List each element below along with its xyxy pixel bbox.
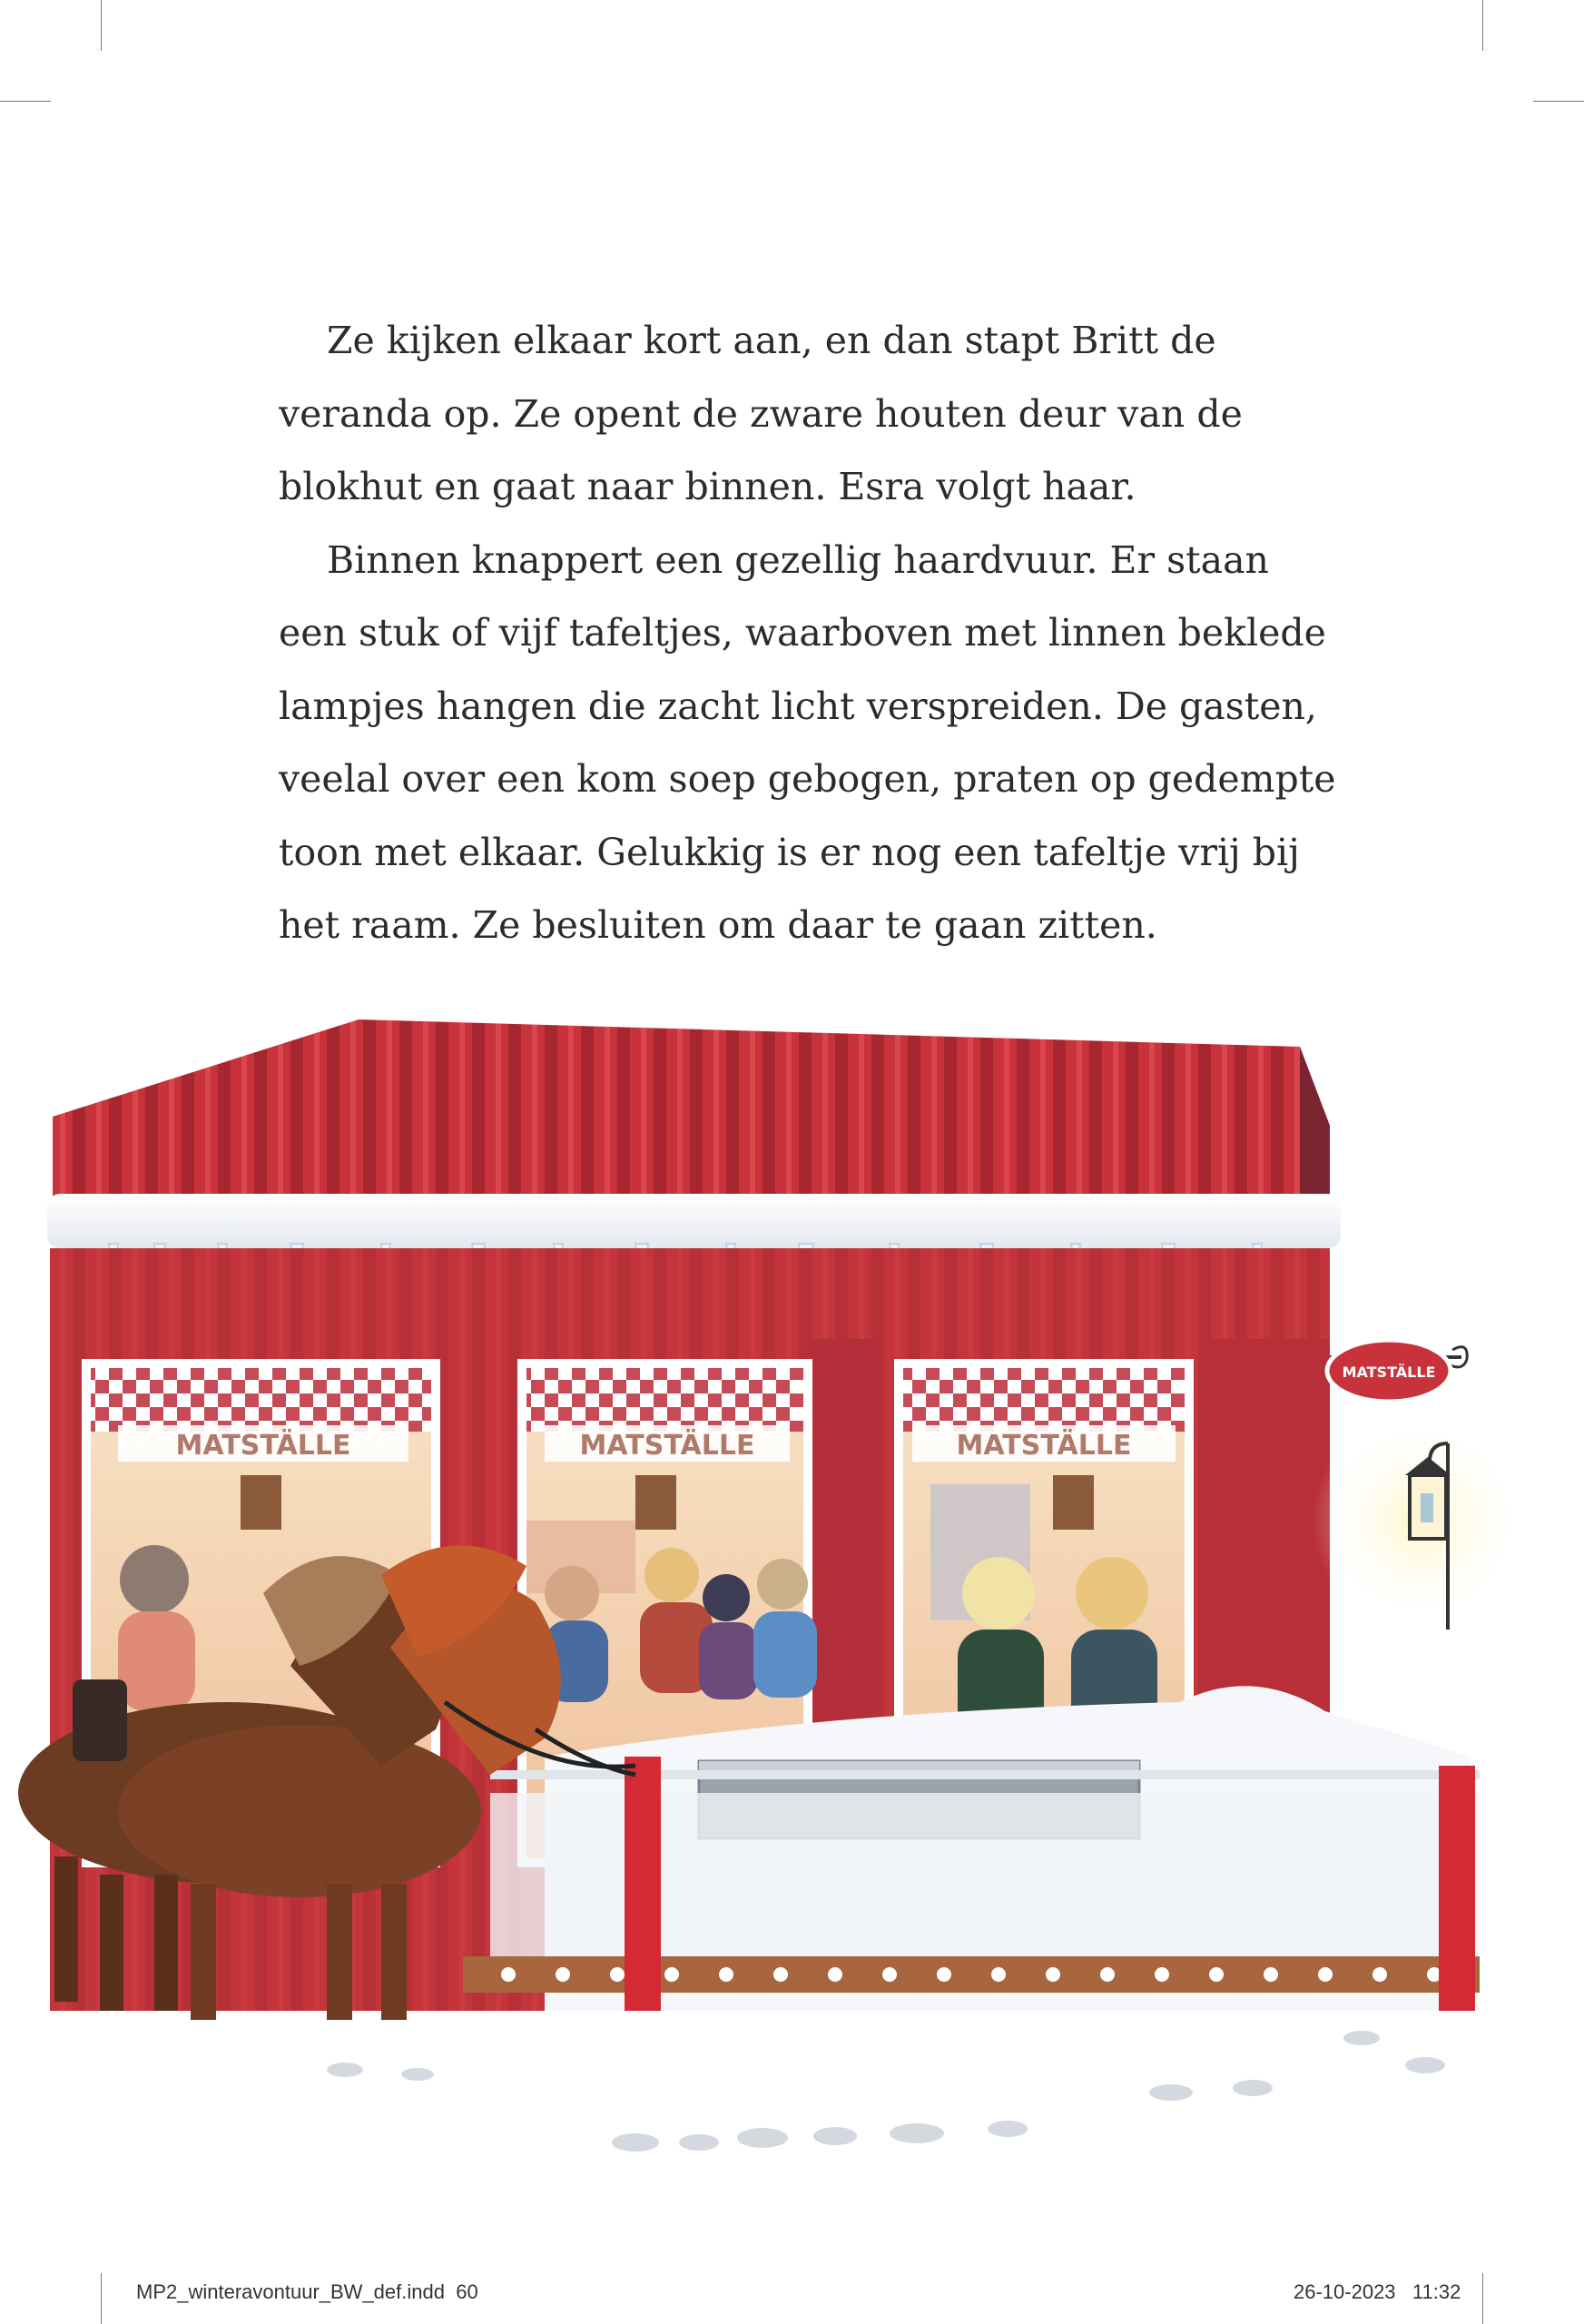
roof-snow (47, 1194, 1341, 1248)
text-line: blokhut en gaat naar binnen. Esra volgt haar. (279, 465, 1136, 508)
hanging-sign (1327, 1340, 1467, 1402)
svg-text:MATSTÄLLE: MATSTÄLLE (579, 1430, 755, 1462)
crop-mark-top-right (1482, 0, 1483, 51)
text-line: veranda op. Ze opent de zware houten deur van de (279, 391, 1243, 436)
slug-date-value: 26-10-2023 (1294, 2280, 1396, 2303)
slug-filename (136, 2280, 478, 2304)
text-line: toon met elkaar. Gelukkig is er nog een tafeltje vrij bij (279, 830, 1300, 874)
ground-snow (0, 2011, 1584, 2242)
slug-page: 60 (456, 2280, 478, 2303)
restaurant-illustration (0, 1012, 1584, 2242)
text-line: lampjes hangen die zacht licht verspreiden. De gasten, (279, 684, 1317, 728)
text-line: Ze kijken elkaar kort aan, en dan stapt Britt de (327, 319, 1216, 362)
text-line: het raam. Ze besluiten om daar te gaan zitten. (279, 903, 1157, 947)
crop-mark-bottom-left (101, 2273, 102, 2324)
awning-sign-text: MATSTÄLLE (175, 1430, 351, 1462)
slug-file: MP2_winteravontuur_BW_def.indd (136, 2280, 445, 2303)
slug-date (1294, 2280, 1461, 2304)
story-text (279, 304, 1336, 962)
svg-text:MATSTÄLLE: MATSTÄLLE (956, 1430, 1132, 1462)
crop-mark-bottom-right (1482, 2273, 1483, 2324)
slug-time: 11:32 (1412, 2280, 1461, 2303)
crop-mark-top-left (101, 0, 102, 51)
hanging-sign-text: MATSTÄLLE (1342, 1364, 1436, 1381)
railing (463, 1757, 1480, 2029)
roof (53, 1019, 1330, 1203)
crop-mark-top-left-h (0, 101, 51, 102)
text-line: veelal over een kom soep gebogen, praten op gedempte (279, 757, 1336, 801)
text-line: Binnen knappert een gezellig haardvuur. Er staan (327, 537, 1269, 582)
crop-mark-top-right-h (1533, 101, 1584, 102)
text-line: een stuk of vijf tafeltjes, waarboven met linnen beklede (279, 611, 1326, 655)
